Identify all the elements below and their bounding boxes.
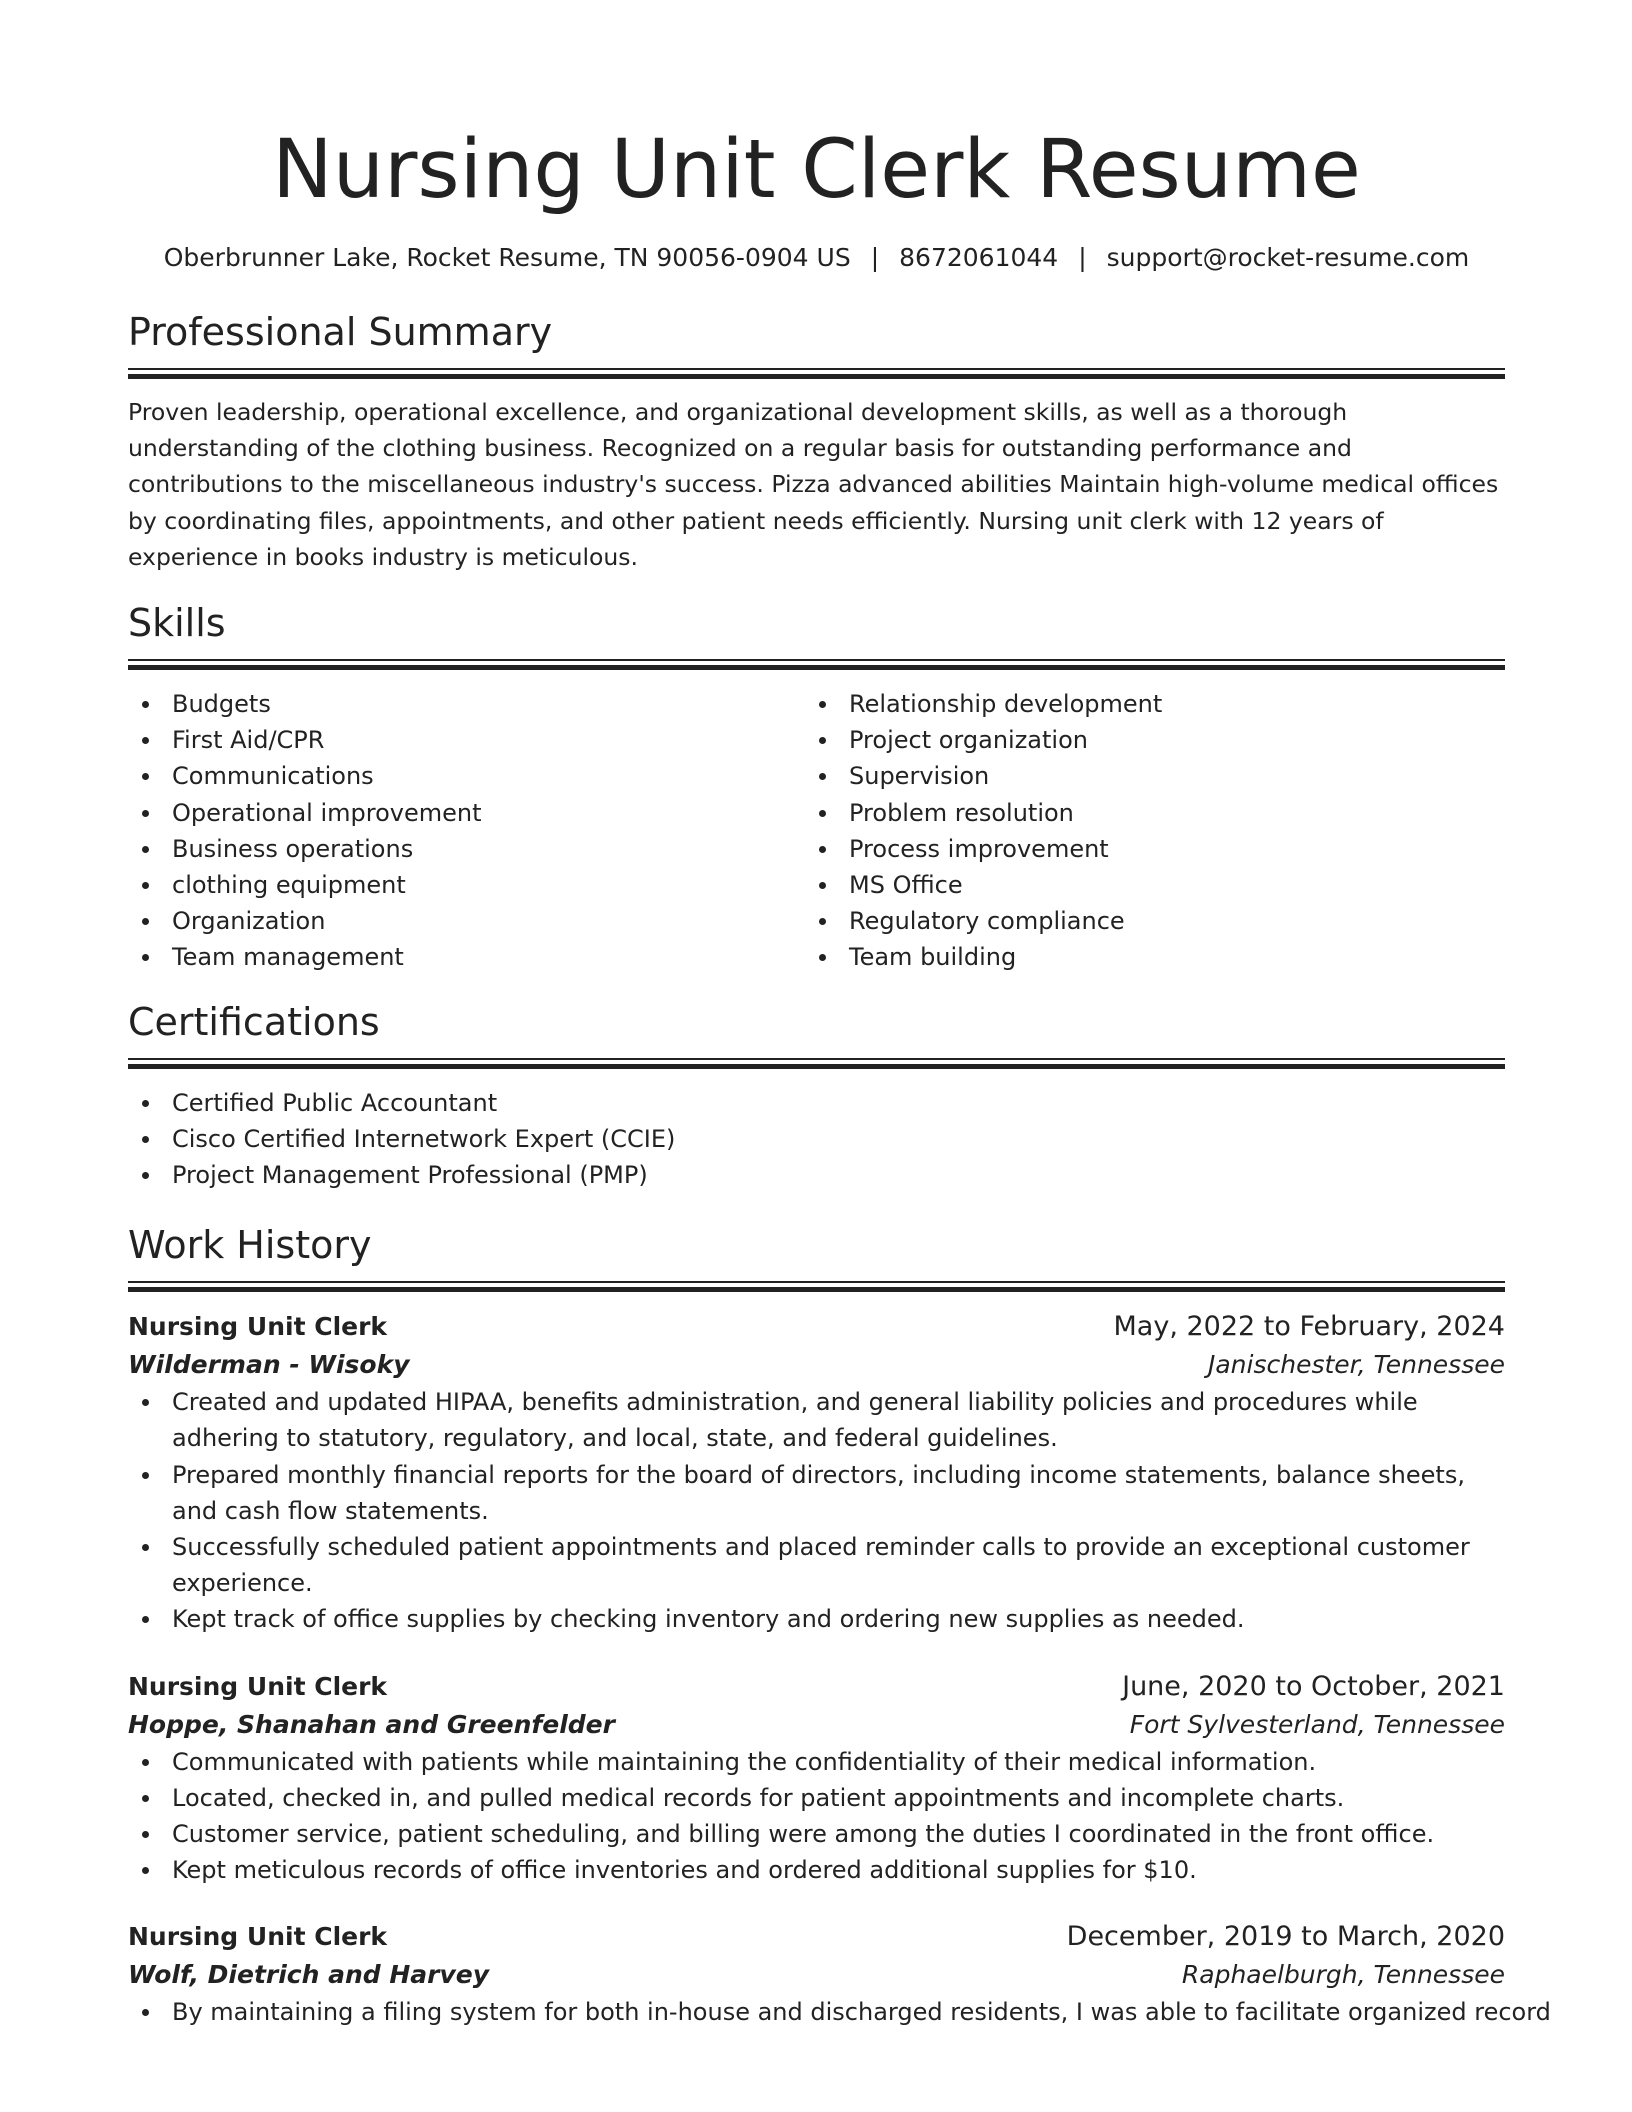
section-divider [128,659,1505,670]
job-duty-item: Communicated with patients while maintaining the confidentiality of their medical information. [128,1744,1505,1780]
section-divider [128,1281,1505,1292]
certification-item: Certified Public Accountant [128,1085,1505,1121]
job-duties-list [128,1384,1505,1637]
certification-item: Project Management Professional (PMP) [128,1157,1505,1193]
skill-item: Business operations [128,831,805,867]
job-location: Fort Sylvesterland, Tennessee [1129,1709,1505,1739]
job-header [128,1918,1505,1956]
summary-text: Proven leadership, operational excellence, and organizational development skills, as well as a thorough understanding of the clothing business. Recognized on a regular basis for outstanding performance and contributions to the miscellaneous industry's success. Pizza advanced abilities Maintain high-volume medical offices by coordinating files, appointments, and other patient needs efficiently. Nursing unit clerk with 12 years of experience in books industry is meticulous. [128,398,1499,571]
job-duties-list [128,1994,1551,2030]
skill-item: Regulatory compliance [805,903,1482,939]
skill-item: Communications [128,758,805,794]
job-location: Janischester, Tennessee [1207,1350,1505,1380]
job-company: Wolf, Dietrich and Harvey [128,1960,490,1990]
job-dates: December, 2019 to March, 2020 [1066,1921,1505,1953]
job-duty-item: Created and updated HIPAA, benefits administration, and general liability policies and procedures while adhering to statutory, regulatory, and local, state, and federal guidelines. [128,1384,1505,1456]
job-subheader [128,1706,1505,1744]
contact-address: Oberbrunner Lake, Rocket Resume, TN 90056-0904 US [163,243,851,272]
skill-item: Relationship development [805,686,1482,722]
contact-separator: | [1078,243,1087,272]
skill-item: Process improvement [805,831,1482,867]
skills-section [128,599,1505,976]
job-dates: May, 2022 to February, 2024 [1113,1311,1505,1343]
skill-item: Organization [128,903,805,939]
contact-separator: | [870,243,880,272]
job-title: Nursing Unit Clerk [128,1671,388,1701]
skill-item: MS Office [805,867,1482,903]
job-duty-item: Located, checked in, and pulled medical records for patient appointments and incomplete charts. [128,1780,1505,1816]
job-entry [128,1668,1505,1889]
certifications-section [128,998,1505,1194]
job-header [128,1308,1505,1346]
section-divider [128,1058,1505,1069]
skill-item: Project organization [805,722,1482,758]
skill-item: Budgets [128,686,805,722]
summary-section [128,308,1505,575]
job-header [128,1668,1505,1706]
certifications-list [128,1085,1505,1194]
job-duties-list [128,1744,1505,1889]
contact-email: support@rocket-resume.com [1106,243,1470,272]
job-location: Raphaelburgh, Tennessee [1181,1960,1505,1990]
work-history-section [128,1221,1551,2030]
skill-item: Operational improvement [128,795,805,831]
work-history-heading: Work History [128,1223,372,1268]
job-company: Wilderman - Wisoky [128,1350,410,1380]
section-divider [128,368,1505,379]
skill-item: Problem resolution [805,795,1482,831]
job-duty-item: Kept track of office supplies by checking inventory and ordering new supplies as needed. [128,1601,1505,1637]
certifications-heading: Certifications [128,999,380,1044]
job-company: Hoppe, Shanahan and Greenfelder [128,1709,615,1739]
contact-phone: 8672061044 [899,243,1059,272]
skills-list-right [805,686,1482,976]
skill-item: clothing equipment [128,867,805,903]
skill-item: Team management [128,939,805,975]
job-subheader [128,1956,1505,1994]
job-duty-item: Customer service, patient scheduling, and billing were among the duties I coordinated in the front office. [128,1816,1505,1852]
job-duty-item: Kept meticulous records of office inventories and ordered additional supplies for $10. [128,1852,1505,1888]
skill-item: First Aid/CPR [128,722,805,758]
job-duty-item: Successfully scheduled patient appointments and placed reminder calls to provide an exceptional customer experience. [128,1529,1505,1601]
certification-item: Cisco Certified Internetwork Expert (CCIE) [128,1121,1505,1157]
job-entry [128,1918,1551,2030]
summary-heading: Professional Summary [128,310,553,354]
skills-grid [128,686,1505,976]
skills-heading: Skills [128,601,226,646]
resume-title: Nursing Unit Clerk Resume [272,123,1361,217]
job-title: Nursing Unit Clerk [128,1312,388,1342]
skill-item: Supervision [805,758,1482,794]
job-duty-item: By maintaining a filing system for both in-house and discharged residents, I was able to facilitate organized record [128,1994,1505,2030]
job-subheader [128,1346,1505,1384]
skill-item: Team building [805,939,1482,975]
skills-list-left [128,686,805,976]
job-duty-item: Prepared monthly financial reports for the board of directors, including income statements, balance sheets, and cash flow statements. [128,1457,1505,1529]
job-title: Nursing Unit Clerk [128,1922,388,1952]
contact-line [128,240,1505,276]
job-entry [128,1308,1505,1637]
job-dates: June, 2020 to October, 2021 [1122,1670,1505,1702]
